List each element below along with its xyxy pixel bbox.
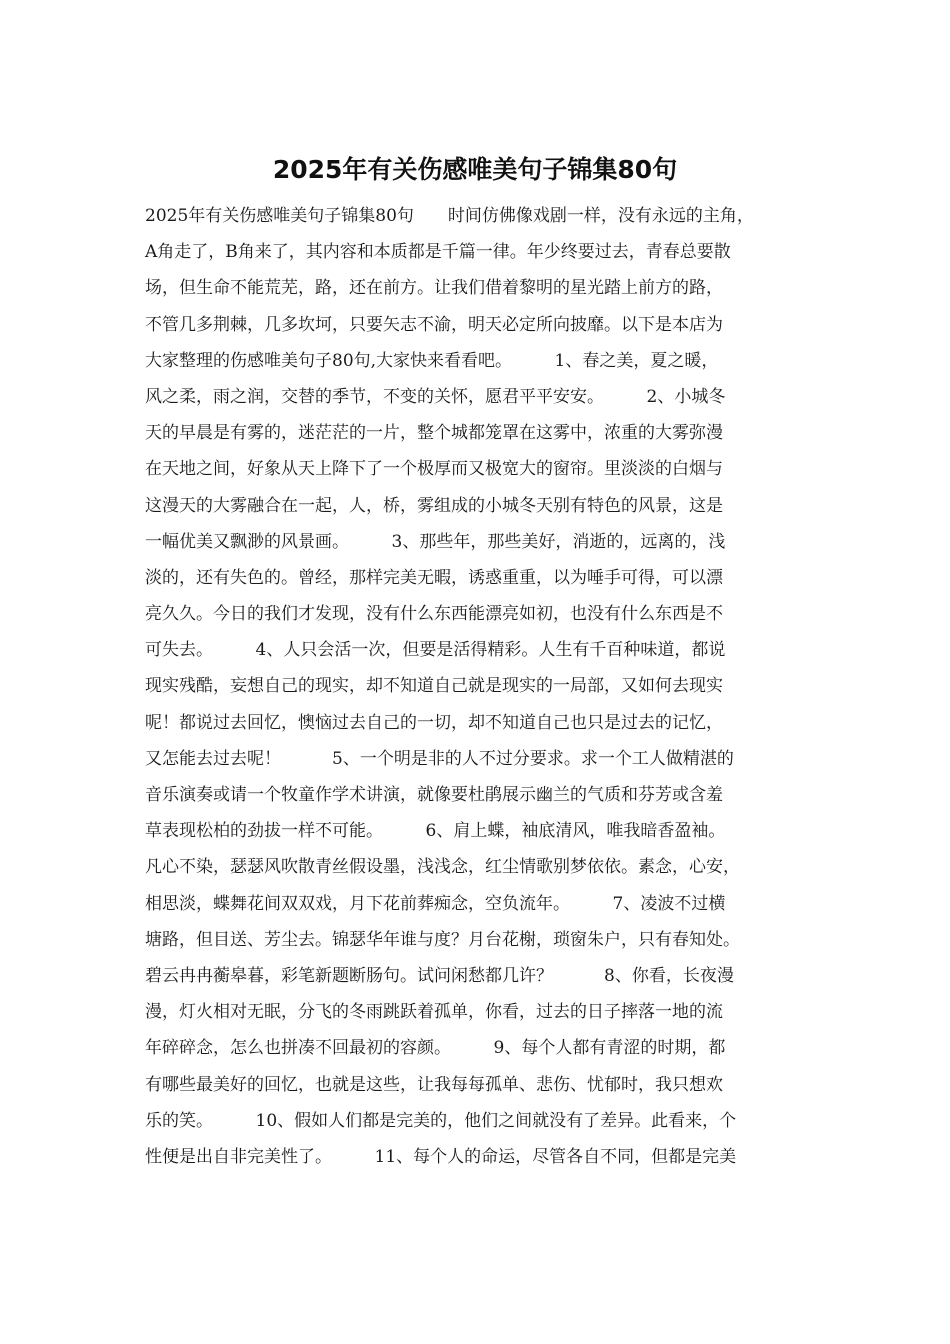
body-line: 漫，灯火相对无眠，分飞的冬雨跳跃着孤单，你看，过去的日子摔落一地的流 [145, 1002, 723, 1023]
body-line: 场，但生命不能荒芜，路，还在前方。让我们借着黎明的星光踏上前方的路， [145, 278, 723, 299]
body-line: 现实残酷，妄想自己的现实，却不知道自己就是现实的一局部，又如何去现实 [145, 676, 723, 697]
document-title: 2025年有关伤感唯美句子锦集80句 [272, 155, 678, 184]
body-line: 音乐演奏或请一个牧童作学术讲演，就像要杜鹃展示幽兰的气质和芬芳或含羞 [145, 785, 723, 805]
body-line: 性便是出自非完美性了。 11、每个人的命运，尽管各自不同，但都是完美 [145, 1146, 737, 1167]
body-line: 淡的，还有失色的。曾经，那样完美无暇，诱惑重重，以为唾手可得，可以漂 [145, 567, 723, 588]
body-line: 凡心不染，瑟瑟风吹散青丝假设墨，浅浅念，红尘情歌别梦依依。素念，心安， [145, 857, 740, 878]
body-line: 2025年有关伤感唯美句子锦集80句 时间仿佛像戏剧一样，没有永远的主角， [145, 206, 754, 226]
body-line: 草表现松柏的劲拔一样不可能。 6、肩上蝶，袖底清风，唯我暗香盈袖。 [145, 821, 726, 842]
body-line: 亮久久。今日的我们才发现，没有什么东西能漂亮如初，也没有什么东西是不 [145, 604, 723, 625]
body-line: 又怎能去过去呢！ 5、一个明是非的人不过分要求。求一个工人做精湛的 [145, 748, 734, 769]
body-line: 大家整理的伤感唯美句子80句,大家快来看看吧。 1、春之美，夏之暖， [145, 350, 719, 371]
document-body [145, 198, 825, 1175]
body-line: 乐的笑。 10、假如人们都是完美的，他们之间就没有了差异。此看来，个 [145, 1110, 737, 1131]
body-line: 年碎碎念，怎么也拼凑不回最初的容颜。 9、每个人都有青涩的时期，都 [145, 1038, 726, 1059]
body-line: 天的早晨是有雾的，迷茫茫的一片，整个城都笼罩在这雾中，浓重的大雾弥漫 [145, 423, 723, 444]
body-line: 一幅优美又飘渺的风景画。 3、那些年，那些美好，消逝的，远离的，浅 [145, 531, 726, 552]
body-line: 碧云冉冉蘅皋暮，彩笔新题断肠句。试问闲愁都几许？ 8、你看，长夜漫 [145, 965, 734, 986]
body-line: 相思淡，蝶舞花间双双戏，月下花前葬痴念，空负流年。 7、凌波不过横 [145, 893, 726, 914]
body-line: 可失去。 4、人只会活一次，但要是活得精彩。人生有千百种味道，都说 [145, 640, 726, 661]
body-line: 有哪些最美好的回忆，也就是这些，让我每每孤单、悲伤、忧郁时，我只想欢 [145, 1074, 723, 1095]
body-line: 风之柔，雨之润，交替的季节，不变的关怀，愿君平平安安。 2、小城冬 [145, 386, 726, 407]
body-line: 塘路，但目送、芳尘去。锦瑟华年谁与度？月台花榭，琐窗朱户，只有春知处。 [145, 929, 740, 950]
body-line: 在天地之间，好象从天上降下了一个极厚而又极宽大的窗帘。里淡淡的白烟与 [145, 459, 723, 480]
body-line: A角走了，B角来了，其内容和本质都是千篇一律。年少终要过去，青春总要散 [145, 242, 731, 263]
body-line: 这漫天的大雾融合在一起，人，桥，雾组成的小城冬天别有特色的风景，这是 [145, 495, 723, 516]
body-line: 不管几多荆棘，几多坎坷，只要矢志不渝，明天必定所向披靡。以下是本店为 [145, 314, 723, 335]
body-line: 呢！都说过去回忆，懊恼过去自己的一切，却不知道自己也只是过去的记忆， [145, 712, 723, 733]
